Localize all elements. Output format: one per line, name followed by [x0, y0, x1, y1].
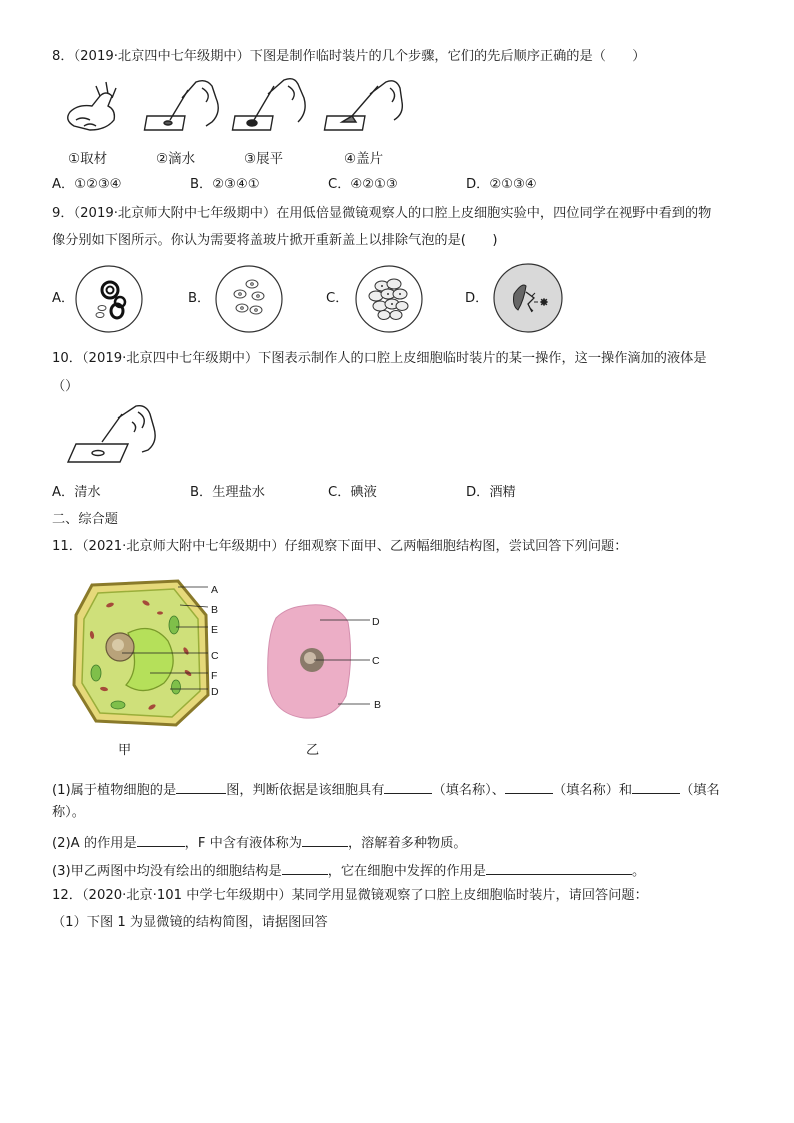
q11-sub1-text-d: （填名称）和	[552, 783, 633, 798]
q10-stem-line2: （）	[52, 379, 79, 394]
q11-blank-5[interactable]	[137, 832, 185, 847]
q10-option-d: D．酒精	[466, 485, 516, 500]
q9-view-c	[354, 264, 424, 334]
q11-sub3	[52, 860, 645, 881]
q11-sub1-text-e: （填名	[680, 783, 720, 798]
q11-sub2-text-a: (2)A 的作用是	[52, 836, 137, 851]
animal-label-c: C	[372, 655, 380, 667]
plant-cell-caption: 甲	[118, 743, 132, 758]
q10-option-a: A．清水	[52, 485, 101, 500]
q9-view-d	[492, 262, 564, 334]
plant-label-b: B	[211, 604, 219, 616]
section-title: 二、综合题	[52, 512, 118, 527]
q8-stem: 8．（2019·北京四中七年级期中）下图是制作临时装片的几个步骤，它们的先后顺序正确的是（ ）	[52, 49, 646, 64]
q11-sub3-text-a: (3)甲乙两图中均没有绘出的细胞结构是	[52, 864, 282, 879]
step4-cover-illustration	[324, 81, 402, 130]
q10-option-b: B．生理盐水	[190, 485, 265, 500]
q11-stem: 11．（2021·北京师大附中七年级期中）仔细观察下面甲、乙两幅细胞结构图，尝试回答下列问题：	[52, 539, 628, 554]
plant-label-e: E	[211, 624, 219, 636]
q11-sub3-text-c: 。	[631, 864, 646, 879]
step-label-3: ③展平	[244, 151, 284, 167]
q11-sub1-text-a: (1)属于植物细胞的是	[52, 783, 177, 798]
plant-cell-diagram	[68, 575, 228, 731]
plant-label-d: D	[211, 686, 219, 698]
q8-option-b: B．②③④①	[190, 177, 260, 192]
q9-stem-line1: 9．（2019·北京师大附中七年级期中）在用低倍显微镜观察人的口腔上皮细胞实验中，四位同学在视野中看到的物	[52, 206, 712, 221]
q11-sub3-text-b: ，它在细胞中发挥的作用是	[327, 864, 486, 879]
plant-label-c: C	[211, 650, 219, 662]
q11-blank-8[interactable]	[486, 860, 632, 875]
animal-label-b: B	[374, 699, 382, 711]
animal-cell-diagram	[262, 598, 382, 722]
q11-sub2-text-b: ，F 中含有液体称为	[184, 836, 302, 851]
q9-view-b	[214, 264, 284, 334]
q11-blank-1[interactable]	[176, 779, 226, 794]
q11-sub1-text-c: （填名称）、	[432, 783, 505, 798]
q8-option-c: C．④②①③	[328, 177, 398, 192]
q12-sub1: （1）下图 1 为显微镜的结构简图，请据图回答	[52, 915, 328, 930]
plant-label-a: A	[211, 584, 219, 596]
q8-option-a: A．①②③④	[52, 177, 122, 192]
q8-option-d: D．②①③④	[466, 177, 537, 192]
step1-hand-illustration	[68, 82, 116, 130]
step-label-1: ①取材	[68, 151, 108, 167]
q9-option-a: A．	[52, 291, 75, 306]
q11-sub1	[52, 779, 720, 800]
step-label-4: ④盖片	[344, 151, 384, 167]
q12-stem: 12．（2020·北京·101 中学七年级期中）某同学用显微镜观察了口腔上皮细胞临时装片，请回答问题：	[52, 888, 648, 903]
q11-blank-7[interactable]	[282, 860, 328, 875]
q9-option-c: C．	[326, 291, 349, 306]
step3-spreading-illustration	[232, 79, 305, 130]
q9-option-b: B．	[188, 291, 211, 306]
q9-option-d: D．	[465, 291, 489, 306]
q9-stem-line2: 像分别如下图所示。你认为需要将盖玻片掀开重新盖上以排除气泡的是( )	[52, 233, 498, 248]
q11-blank-6[interactable]	[302, 832, 348, 847]
q10-stem-line1: 10．（2019·北京四中七年级期中）下图表示制作人的口腔上皮细胞临时装片的某一操作，这一操作滴加的液体是	[52, 351, 707, 366]
q11-sub2	[52, 832, 467, 853]
animal-cell-caption: 乙	[306, 743, 320, 758]
q8-step-illustrations	[56, 76, 436, 142]
step2-dropper-illustration	[144, 81, 218, 130]
q11-blank-3[interactable]	[505, 779, 553, 794]
step-label-2: ②滴水	[156, 151, 196, 167]
plant-label-f: F	[211, 670, 218, 682]
q11-sub1-text-b: 图，判断依据是该细胞具有	[226, 783, 385, 798]
q11-sub1-cont: 称）。	[52, 805, 85, 820]
q9-view-a	[74, 264, 144, 334]
q11-blank-4[interactable]	[632, 779, 680, 794]
q10-dropper-illustration	[62, 404, 162, 466]
q11-blank-2[interactable]	[384, 779, 432, 794]
q10-option-c: C．碘液	[328, 485, 377, 500]
animal-label-d: D	[372, 616, 380, 628]
q11-sub2-text-c: ，溶解着多种物质。	[347, 836, 467, 851]
